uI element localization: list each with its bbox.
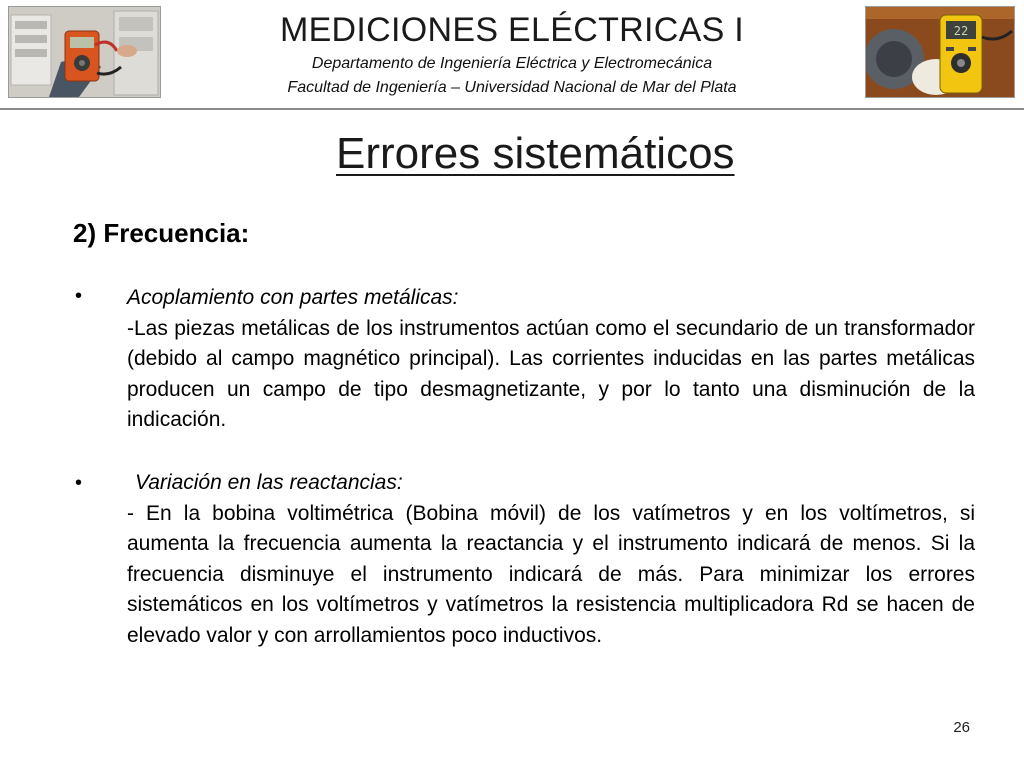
- left-multimeter-photo: [8, 6, 161, 98]
- bullet-item-reactancias: [127, 468, 975, 652]
- slide-header: [0, 0, 1024, 112]
- bullet-body: -Las piezas metálicas de los instrumentos actúan como el secundario de un transformador (debido al campo magnético principal). Las corrientes inducidas en las partes metálicas producen un campo de tipo desmagnetizante, y por lo tanto una disminución de la indicación.: [127, 316, 975, 432]
- bullet-title: Acoplamiento con partes metálicas:: [127, 286, 459, 309]
- faculty-line: Facultad de Ingeniería – Universidad Nacional de Mar del Plata: [287, 79, 737, 96]
- right-multimeter-photo: [865, 6, 1015, 98]
- bullet-marker: •: [75, 285, 83, 307]
- header-divider: [0, 108, 1024, 110]
- yellow-multimeter-illustration: [866, 7, 1014, 97]
- bullet-title: Variación en las reactancias:: [135, 471, 403, 494]
- department-line: Departamento de Ingeniería Eléctrica y Electromecánica: [311, 55, 713, 72]
- meter-reading: 22: [953, 24, 969, 38]
- bullet-body: - En la bobina voltimétrica (Bobina móvil) de los vatímetros y en los voltímetros, si aumenta la frecuencia aumenta la reactancia y el instrumento indicará de menos. Si la frecuencia disminuye el instrumento indicará de más. Para minimizar los errores sistemáticos en los voltímetros y vatímetros la resistencia multiplicadora Rd se hacen de elevado valor y con arrollamientos poco inductivos.: [127, 501, 975, 647]
- page-number: 26: [953, 719, 970, 736]
- bullet-marker: •: [75, 472, 83, 494]
- header-text-block: [175, 8, 849, 100]
- bullet-item-acoplamiento: [127, 283, 975, 436]
- slide-title: Errores sistemáticos: [336, 129, 735, 178]
- section-heading: 2) Frecuencia:: [73, 218, 250, 248]
- course-title: MEDICIONES ELÉCTRICAS I: [279, 11, 745, 49]
- multimeter-in-hand-illustration: [9, 7, 160, 97]
